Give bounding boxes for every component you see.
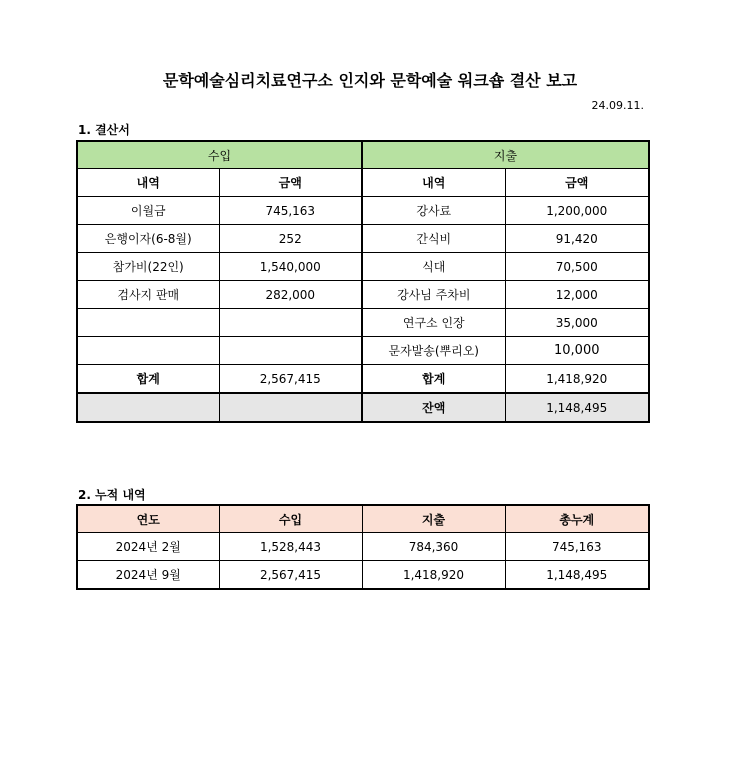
table-row — [77, 561, 649, 590]
income-amount: 252 — [219, 225, 362, 253]
income-amount — [219, 337, 362, 365]
income-header: 수입 — [219, 505, 362, 533]
expense-total-label: 합계 — [362, 365, 505, 394]
income-amount: 282,000 — [219, 281, 362, 309]
balance-row — [77, 393, 649, 422]
cumulative-header-row — [77, 505, 649, 533]
expense-amount: 70,500 — [505, 253, 649, 281]
income-item: 검사지 판매 — [77, 281, 219, 309]
expense-amount: 91,420 — [505, 225, 649, 253]
expense-amount-header: 금액 — [505, 169, 649, 197]
income-amount: 745,163 — [219, 197, 362, 225]
cumulative-total-cell: 1,148,495 — [505, 561, 649, 590]
table-row — [77, 225, 649, 253]
report-date: 24.09.11. — [591, 99, 644, 112]
report-title: 문학예술심리치료연구소 인지와 문학예술 워크숍 결산 보고 — [162, 71, 578, 90]
table-row — [77, 337, 649, 365]
expense-amount: 35,000 — [505, 309, 649, 337]
income-total-label: 합계 — [77, 365, 219, 394]
expense-item: 강사료 — [362, 197, 505, 225]
income-amount: 1,540,000 — [219, 253, 362, 281]
income-cell: 1,528,443 — [219, 533, 362, 561]
income-amount — [219, 309, 362, 337]
income-header: 수입 — [77, 141, 362, 169]
year-header: 연도 — [77, 505, 219, 533]
expense-item-header: 내역 — [362, 169, 505, 197]
total-row — [77, 365, 649, 394]
income-item: 참가비(22인) — [77, 253, 219, 281]
income-amount-header: 금액 — [219, 169, 362, 197]
expense-cell: 1,418,920 — [362, 561, 505, 590]
balance-label: 잔액 — [362, 393, 505, 422]
table-row — [77, 197, 649, 225]
cumulative-total-header: 총누계 — [505, 505, 649, 533]
income-item-header: 내역 — [77, 169, 219, 197]
section-1-heading: 1. 결산서 — [78, 123, 130, 137]
income-item: 이월금 — [77, 197, 219, 225]
year-cell: 2024년 2월 — [77, 533, 219, 561]
table-row — [77, 309, 649, 337]
settlement-column-row — [77, 169, 649, 197]
income-cell: 2,567,415 — [219, 561, 362, 590]
balance-empty-cell — [77, 393, 219, 422]
expense-item: 식대 — [362, 253, 505, 281]
section-2-heading: 2. 누적 내역 — [78, 488, 146, 502]
cumulative-table — [76, 504, 650, 590]
income-item: 은행이자(6-8월) — [77, 225, 219, 253]
expense-header: 지출 — [362, 505, 505, 533]
income-item — [77, 309, 219, 337]
expense-total: 1,418,920 — [505, 365, 649, 394]
expense-item: 강사님 주차비 — [362, 281, 505, 309]
year-cell: 2024년 9월 — [77, 561, 219, 590]
table-row — [77, 533, 649, 561]
expense-amount: 1,200,000 — [505, 197, 649, 225]
cumulative-total-cell: 745,163 — [505, 533, 649, 561]
expense-amount: 12,000 — [505, 281, 649, 309]
balance-value: 1,148,495 — [505, 393, 649, 422]
table-row — [77, 281, 649, 309]
settlement-header-row — [77, 141, 649, 169]
income-total: 2,567,415 — [219, 365, 362, 394]
expense-item: 문자발송(뿌리오) — [362, 337, 505, 365]
expense-amount: 10,000 — [505, 337, 649, 365]
expense-cell: 784,360 — [362, 533, 505, 561]
expense-item: 간식비 — [362, 225, 505, 253]
table-row — [77, 253, 649, 281]
expense-item: 연구소 인장 — [362, 309, 505, 337]
income-item — [77, 337, 219, 365]
balance-empty-cell — [219, 393, 362, 422]
expense-header: 지출 — [362, 141, 649, 169]
settlement-table — [76, 140, 650, 423]
